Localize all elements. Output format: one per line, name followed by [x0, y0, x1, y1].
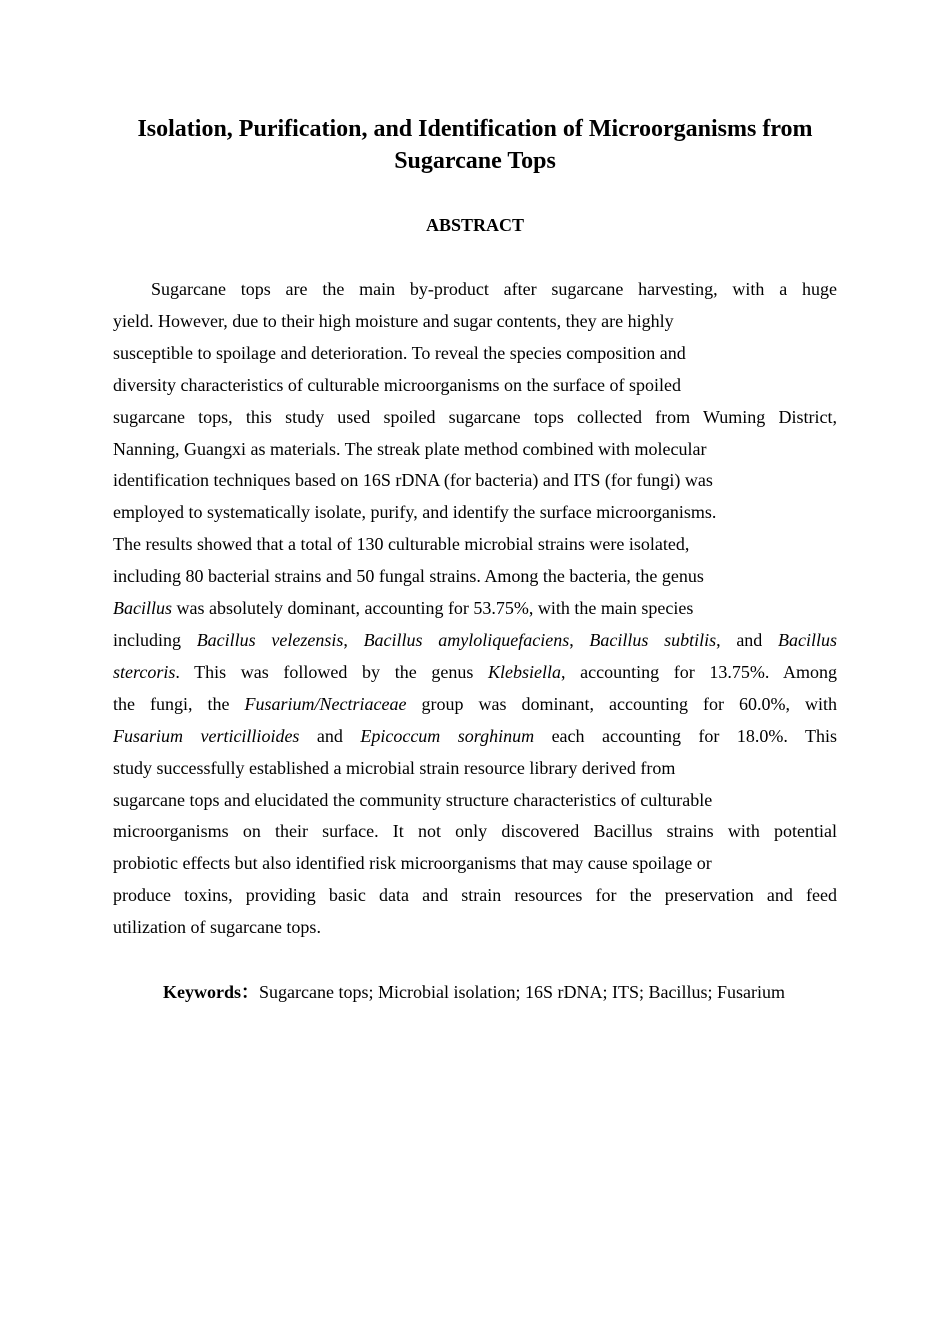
abstract-text: yield. However, due to their high moisture and sugar contents, they are highly [113, 310, 674, 331]
abstract-line [113, 848, 837, 880]
abstract-text: and [299, 725, 361, 746]
abstract-line [113, 657, 837, 689]
abstract-text: , [343, 629, 364, 650]
abstract-text: including 80 bacterial strains and 50 fungal strains. Among the bacteria, the genus [113, 566, 704, 587]
paper-title [100, 113, 850, 177]
species-name: Bacillus [113, 598, 172, 619]
species-name: Fusarium/Nectriaceae [244, 693, 407, 714]
abstract-line [113, 721, 837, 753]
abstract-line [113, 434, 837, 466]
abstract-line [113, 561, 837, 593]
species-name: Klebsiella [487, 661, 561, 682]
abstract-line [113, 816, 837, 848]
abstract-text: probiotic effects but also identified risk microorganisms that may cause spoilage or [113, 853, 712, 874]
species-name: Bacillus subtilis [589, 629, 717, 650]
abstract-line [113, 785, 837, 817]
abstract-text: Sugarcane tops are the main by-product after sugarcane harvesting, with a huge [151, 279, 837, 299]
abstract-line [113, 912, 837, 944]
abstract-line [113, 880, 837, 912]
abstract-text: each accounting for 18.0%. This [534, 725, 837, 746]
abstract-text: group was dominant, accounting for 60.0%, with [406, 693, 837, 714]
abstract-line [113, 497, 837, 529]
abstract-line [113, 402, 837, 434]
abstract-text: employed to systematically isolate, purify, and identify the surface microorganisms. [113, 502, 717, 523]
title-line-2: Sugarcane Tops [394, 148, 556, 174]
abstract-heading: ABSTRACT [425, 215, 525, 235]
abstract-text: including [113, 629, 197, 650]
abstract-line [113, 593, 837, 625]
abstract-text: , [569, 629, 590, 650]
abstract-line [113, 338, 837, 370]
abstract-text: microorganisms on their surface. It not only discovered Bacillus strains with potential [113, 821, 837, 842]
species-name: Bacillus amyloliquefaciens [363, 629, 570, 650]
keywords-label: Keywords： [163, 982, 259, 1002]
abstract-text: identification techniques based on 16S rDNA (for bacteria) and ITS (for fungi) was [113, 470, 713, 491]
keywords [163, 978, 863, 1006]
abstract-line [113, 625, 837, 657]
abstract-text: diversity characteristics of culturable microorganisms on the surface of spoiled [113, 374, 681, 395]
abstract-text: sugarcane tops, this study used spoiled sugarcane tops collected from Wuming District, [113, 406, 837, 427]
abstract-text: Nanning, Guangxi as materials. The streak plate method combined with molecular [113, 438, 707, 459]
species-name: Epicoccum sorghinum [360, 725, 535, 746]
species-name: stercoris [113, 661, 176, 682]
abstract-line [113, 274, 837, 306]
abstract-text: . This was followed by the genus [175, 661, 488, 682]
abstract-text: the fungi, the [113, 693, 245, 714]
abstract-line [113, 370, 837, 402]
abstract-text: was absolutely dominant, accounting for 53.75%, with the main species [172, 598, 694, 619]
species-name: Bacillus velezensis [196, 629, 344, 650]
abstract-line [113, 529, 837, 561]
species-name: Bacillus [778, 629, 837, 650]
title-line-1: Isolation, Purification, and Identification of Microorganisms from [137, 116, 813, 142]
abstract-line [113, 689, 837, 721]
abstract-text: sugarcane tops and elucidated the community structure characteristics of culturable [113, 789, 713, 810]
species-name: Fusarium verticillioides [113, 725, 300, 746]
abstract-body [113, 274, 837, 944]
abstract-text: utilization of sugarcane tops. [113, 917, 321, 938]
abstract-text: susceptible to spoilage and deterioration. To reveal the species composition and [113, 342, 686, 363]
abstract-text: , and [716, 629, 779, 650]
abstract-text: produce toxins, providing basic data and strain resources for the preservation and feed [113, 885, 837, 906]
abstract-text: The results showed that a total of 130 culturable microbial strains were isolated, [113, 534, 690, 555]
abstract-line [113, 306, 837, 338]
abstract-line [113, 753, 837, 785]
abstract-text: study successfully established a microbial strain resource library derived from [113, 757, 676, 778]
keywords-text: Sugarcane tops; Microbial isolation; 16S rDNA; ITS; Bacillus; Fusarium [259, 982, 785, 1002]
abstract-text: , accounting for 13.75%. Among [560, 661, 837, 682]
abstract-line [113, 465, 837, 497]
